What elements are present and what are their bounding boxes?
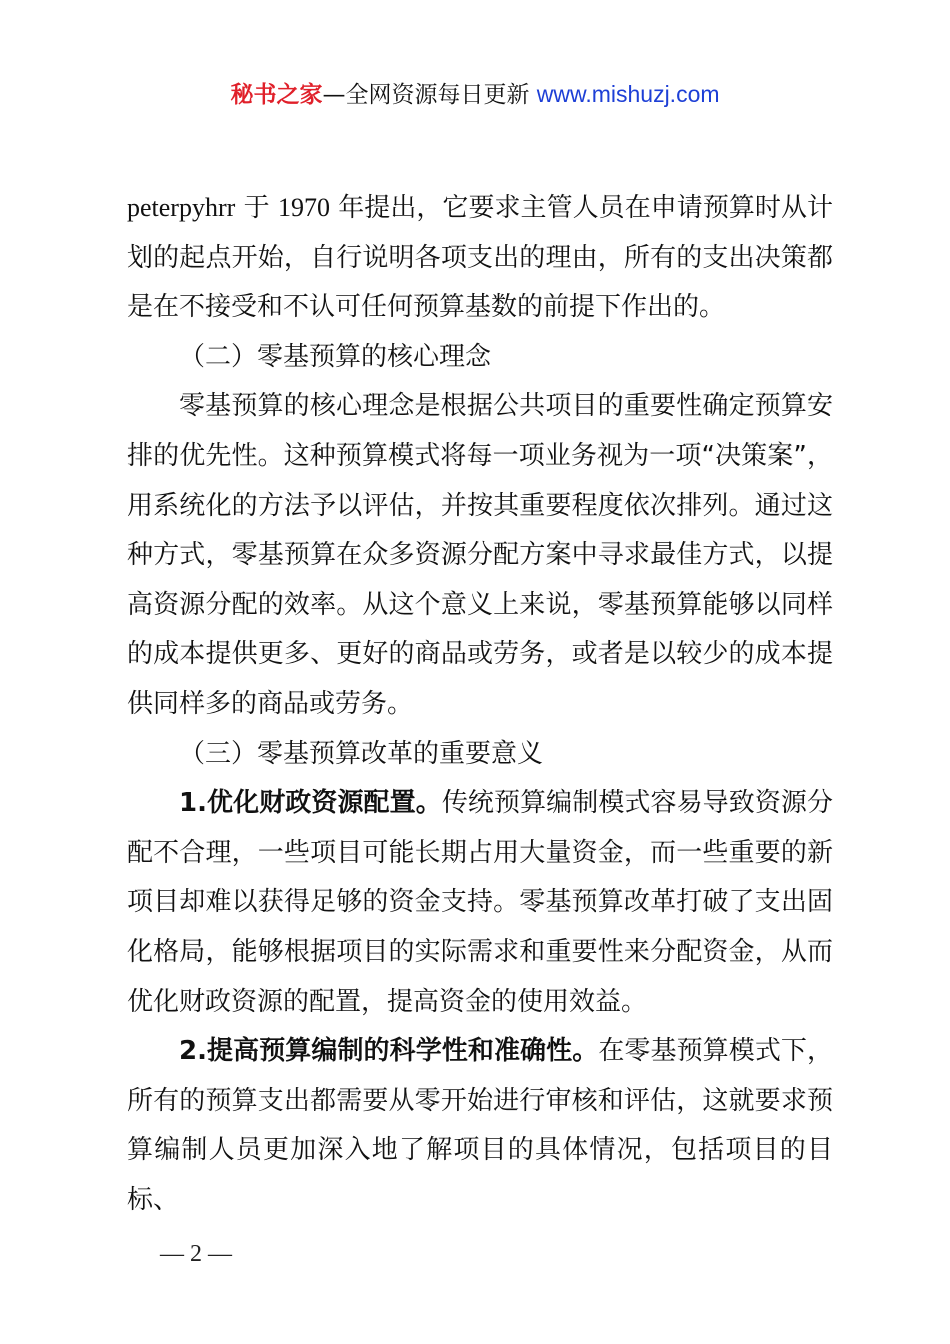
section-heading-significance: （三）零基预算改革的重要意义 [179,738,544,769]
section-heading-core-concept: （二）零基预算的核心理念 [179,341,492,372]
paragraph-point-2 [127,1027,833,1225]
site-url-link[interactable]: www.mishuzj.com [536,81,720,107]
year-value: 1970 [277,193,330,222]
paragraph-text: 于 [235,193,278,223]
point-1-text: 传统预算编制模式容易导致资源分配不合理，一些项目可能长期占用大量资金，而一些重要的新项目却难以获得足够的资金支持。零基预算改革打破了支出固化格局，能够根据项目的实际需求和重要性来分配资金，从而优化财政资源的配置，提高资金的使用效益。 [127,788,833,1017]
document-body [127,183,833,1225]
paragraph-core-concept: 零基预算的核心理念是根据公共项目的重要性确定预算安排的优先性。这种预算模式将每一项业务视为一项“决策案”，用系统化的方法予以评估，并按其重要程度依次排列。通过这种方式，零基预算在众多资源分配方案中寻求最佳方式，以提高资源分配的效率。从这个意义上来说，零基预算能够以同样的成本提供更多、更好的商品或劳务，或者是以较少的成本提供同样多的商品或劳务。 [127,391,833,719]
point-2-lead: 2.提高预算编制的科学性和准确性。 [179,1036,599,1067]
site-banner [0,78,950,111]
paragraph-point-1 [127,779,833,1027]
paragraph-intro-continuation [127,183,833,333]
point-2-text: 在零基预算模式下，所有的预算支出都需要从零开始进行审核和评估，这就要求预算编制人员更加深入地了解项目的具体情况，包括项目的目标、 [127,1036,833,1215]
paragraph-text: 年提出，它要求主管人员在申请预算时从计划的起点开始，自行说明各项支出的理由，所有的支出决策都是在不接受和不认可任何预算基数的前提下作出的。 [127,193,833,323]
person-name: peterpyhrr [127,193,236,222]
site-tagline: —全网资源每日更新 [322,82,537,108]
page-number: — 2 — [160,1241,232,1267]
point-1-lead: 1.优化财政资源配置。 [179,788,442,819]
site-brand: 秘书之家 [230,82,323,108]
